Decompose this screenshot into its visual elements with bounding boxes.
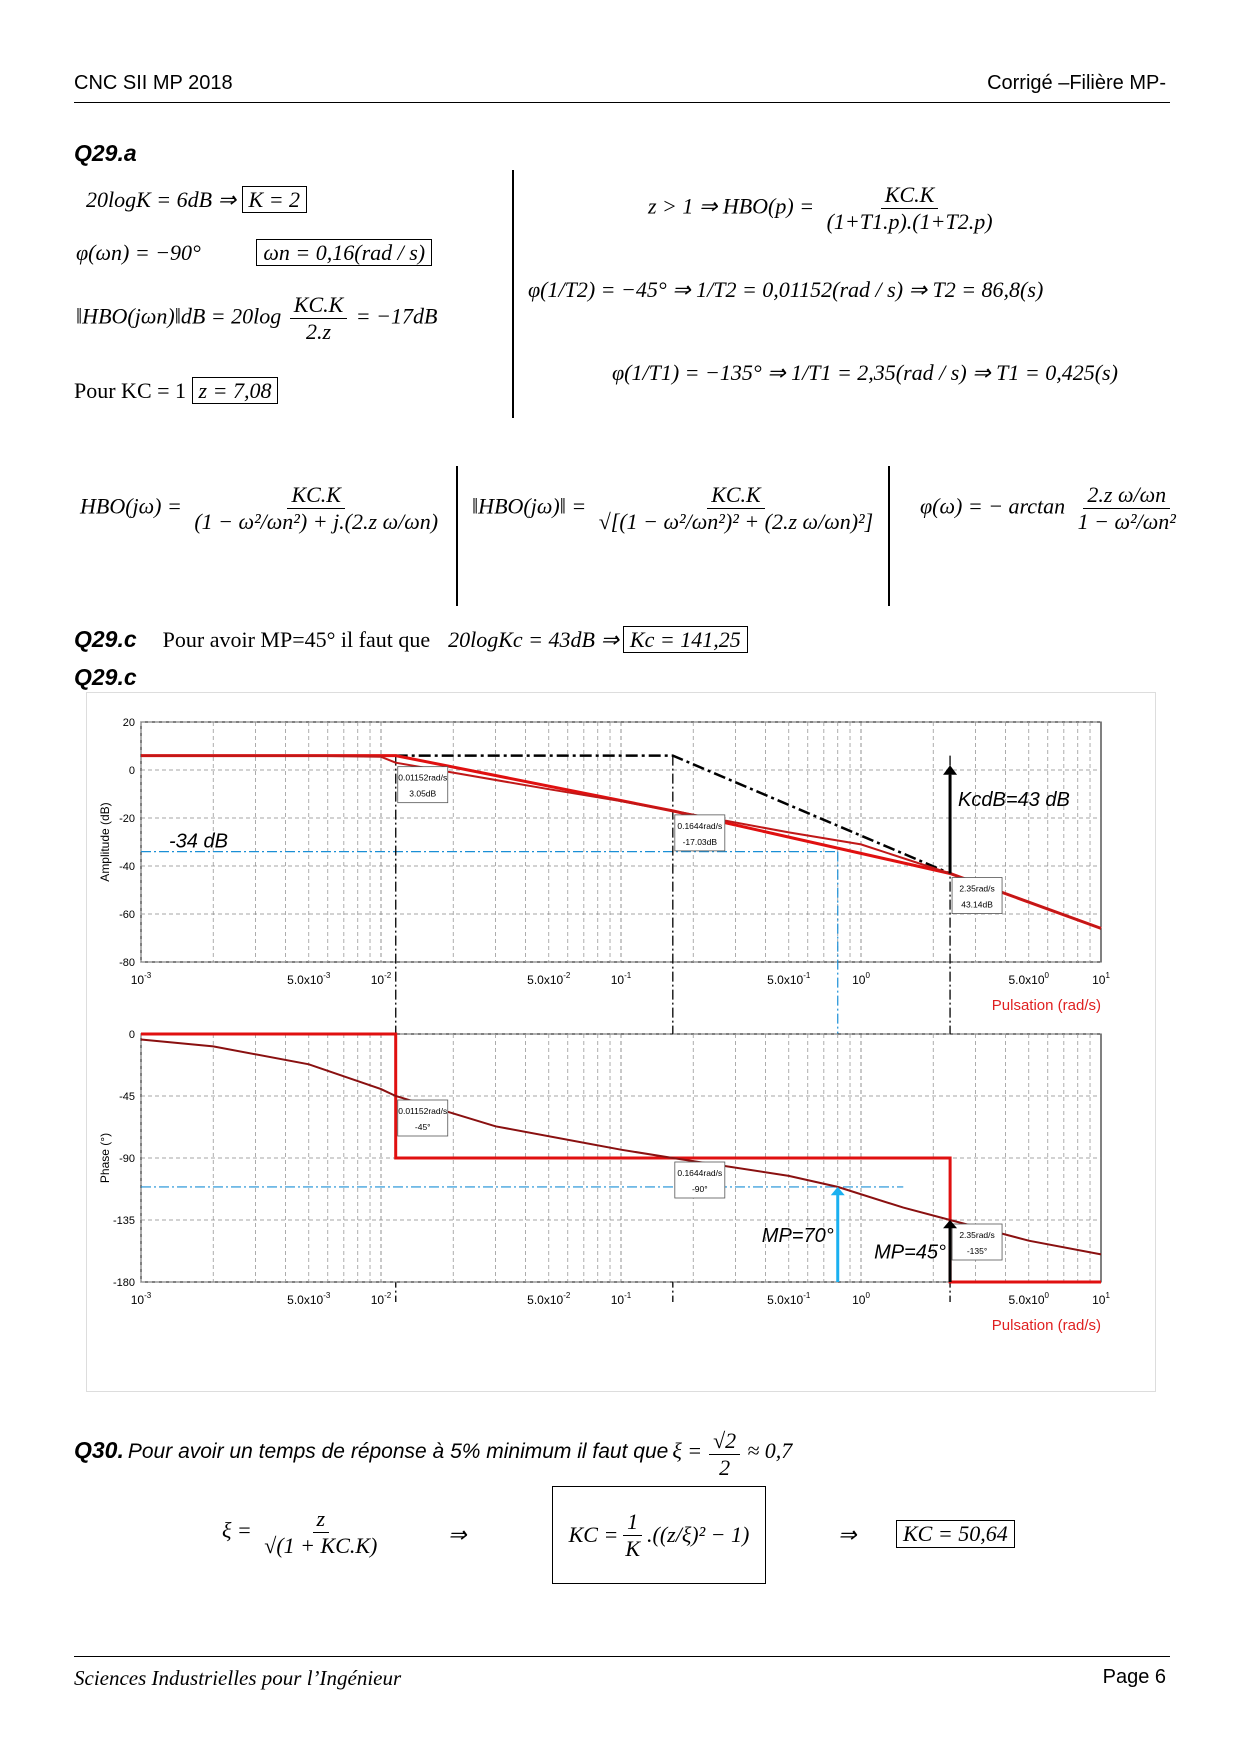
annotation-text: 0.1644rad/s (677, 1168, 723, 1178)
q29a-eq1-text: 20logK = 6dB ⇒ (86, 187, 237, 212)
q29a-eq3 (76, 292, 437, 345)
q29c-line (74, 626, 748, 653)
q29b-f1 (80, 482, 445, 535)
q29a-eq4 (74, 378, 278, 404)
q29b-f3 (920, 482, 1183, 535)
q29a-eq7: φ(1/T1) = −135° ⇒ 1/T1 = 2,35(rad / s) ⇒ T1 = 0,425(s) (612, 360, 1118, 385)
q29b-separator-1 (456, 466, 458, 606)
q30-text: Pour avoir un temps de réponse à 5% minimum il faut que (127, 1440, 669, 1464)
q29c-label: Q29.c (74, 626, 137, 652)
annotation-text: 0.01152rad/s (398, 772, 448, 783)
x-tick-label: $5.0x10^{-1}$ (767, 1291, 811, 1307)
q29a-eq4-result: z = 7,08 (192, 377, 279, 404)
q30-kc-box (552, 1486, 766, 1584)
x-tick-label: $5.0x10^{-2}$ (527, 1291, 571, 1307)
q29b-f2-den: √[(1 − ω²/ωn²)² + (2.z ω/ωn)²] (598, 509, 874, 534)
q30-xi-num: √2 (709, 1428, 740, 1455)
q29b-f3-den: 1 − ω²/ωn² (1077, 509, 1176, 534)
kcdb-label: KcdB=43 dB (958, 789, 1070, 811)
q29a-eq3-rhs: = −17dB (355, 303, 438, 329)
y-tick-label: -20 (119, 813, 135, 825)
q29a-eq3-den: 2.z (306, 319, 332, 344)
mp70-label: MP=70° (761, 1225, 834, 1248)
x-tick-label: $10^{-2}$ (370, 971, 392, 987)
x-tick-label: $5.0x10^{-2}$ (527, 971, 571, 987)
x-tick-label: $10^{-1}$ (610, 971, 632, 987)
q30-result: KC = 50,64 (896, 1520, 1015, 1548)
q29c-result: Kc = 141,25 (623, 626, 748, 653)
annotation-text: 43.14dB (961, 899, 993, 910)
mp45-label: MP=45° (874, 1241, 947, 1264)
q29a-eq5-den: (1+T1.p).(1+T2.p) (826, 209, 993, 234)
q29a-eq5-lhs: z > 1 ⇒ HBO(p) = (648, 193, 815, 219)
q29b-f3-num: 2.z ω/ωn (1083, 482, 1170, 509)
annotation-text: -17.03dB (682, 836, 718, 847)
bode-figure (86, 692, 1156, 1392)
annotation-text: 2.35rad/s (959, 883, 995, 894)
y-tick-label: 0 (128, 765, 135, 777)
q29a-eq1 (86, 187, 307, 213)
x-tick-label: $10^{-2}$ (370, 1291, 392, 1307)
annotation-text: -135° (966, 1246, 988, 1256)
q30-line (74, 1428, 792, 1481)
q29b-f1-den: (1 − ω²/ωn²) + j.(2.z ω/ωn) (194, 509, 439, 534)
q30-formula-num: z (313, 1506, 330, 1533)
footer-rule (74, 1656, 1170, 1657)
q30-xi: ξ = (672, 1438, 703, 1464)
q29a-label: Q29.a (74, 140, 137, 166)
q30-arrow-2: ⇒ (838, 1522, 857, 1547)
y-tick-label: -60 (119, 909, 135, 921)
annotation-text: 2.35rad/s (959, 1230, 995, 1240)
minus34-label: -34 dB (169, 830, 228, 853)
annotation-text: 0.01152rad/s (398, 1106, 448, 1116)
q29b-f3-lhs: φ(ω) = − arctan (920, 493, 1066, 519)
q29a-eq2-text: φ(ωn) = −90° (76, 240, 201, 265)
q29c2-label: Q29.c (74, 664, 137, 690)
q30-label: Q30. (74, 1437, 124, 1464)
x-tick-label: $10^{-3}$ (130, 1291, 152, 1307)
q29b-f2-lhs: ‖HBO(jω)‖ = (472, 493, 587, 519)
y-tick-label: -180 (112, 1277, 135, 1289)
q29b-f1-lhs: HBO(jω) = (80, 493, 182, 519)
x-tick-label: $10^1$ (1092, 1291, 1110, 1307)
y-tick-label: 0 (128, 1029, 135, 1041)
x-tick-label: $10^{-1}$ (610, 1291, 632, 1307)
x-tick-label: $5.0x10^{-3}$ (287, 971, 331, 987)
q29b-f1-num: KC.K (287, 482, 345, 509)
x-tick-label: $10^0$ (852, 971, 870, 987)
x-tick-label: $5.0x10^0$ (1008, 971, 1049, 987)
q30-xi-value: ≈ 0,7 (747, 1438, 793, 1464)
q29b-f2 (472, 482, 880, 535)
x-tick-label: $5.0x10^0$ (1008, 1291, 1049, 1307)
y-tick-label: -80 (119, 957, 135, 969)
q29a-eq1-result: K = 2 (242, 186, 308, 213)
footer-left: Sciences Industrielles pour l’Ingénieur (74, 1666, 402, 1690)
q30-kc-lhs: KC = (568, 1522, 619, 1547)
y-axis-label: Amplitude (dB) (98, 802, 112, 882)
page-number: Page 6 (1102, 1666, 1166, 1688)
q30-xi-den: 2 (719, 1455, 731, 1480)
q30-formula-den: √(1 + KC.K) (264, 1533, 378, 1558)
q29b-f2-num: KC.K (707, 482, 765, 509)
q29a-eq2-result: ωn = 0,16(rad / s) (256, 239, 432, 266)
q30-arrow-1: ⇒ (448, 1522, 467, 1547)
y-axis-label: Phase (°) (98, 1132, 112, 1184)
annotation-text: -90° (691, 1184, 708, 1194)
q30-formula-lhs: ξ = (222, 1517, 252, 1543)
annotation-text: -45° (414, 1122, 431, 1132)
x-tick-label: $10^1$ (1092, 971, 1110, 987)
q29b-separator-2 (888, 466, 890, 606)
y-tick-label: -135 (112, 1215, 135, 1227)
x-tick-label: $10^0$ (852, 1291, 870, 1307)
header-left: CNC SII MP 2018 (74, 72, 233, 94)
x-tick-label: $10^{-3}$ (130, 971, 152, 987)
q29a-separator (512, 170, 514, 418)
q30-kc-rest: .((z/ξ)² − 1) (647, 1522, 750, 1547)
q30-kc-num: 1 (623, 1509, 642, 1536)
header-rule (74, 102, 1170, 103)
header-right: Corrigé –Filière MP- (987, 72, 1166, 94)
x-axis-label: Pulsation (rad/s) (991, 1317, 1101, 1334)
q29a-eq5 (648, 182, 1000, 235)
q29c-text: Pour avoir MP=45° il faut que (162, 627, 431, 652)
q29a-eq6: φ(1/T2) = −45° ⇒ 1/T2 = 0,01152(rad / s) ⇒ T2 = 86,8(s) (528, 277, 1044, 302)
y-tick-label: -90 (119, 1153, 135, 1165)
q29a-eq2 (76, 240, 432, 266)
x-axis-label: Pulsation (rad/s) (991, 997, 1101, 1014)
q29a-eq3-lhs: ‖HBO(jωn)‖dB = 20log (76, 303, 282, 329)
q30-formula (222, 1506, 384, 1559)
y-tick-label: 20 (122, 717, 135, 729)
q29a-eq5-num: KC.K (881, 182, 939, 209)
y-tick-label: -40 (119, 861, 135, 873)
q29c-eq: 20logKc = 43dB ⇒ (448, 627, 619, 652)
annotation-text: 0.1644rad/s (677, 820, 723, 831)
q29a-eq3-num: KC.K (290, 292, 348, 319)
x-tick-label: $5.0x10^{-1}$ (767, 971, 811, 987)
y-tick-label: -45 (119, 1091, 135, 1103)
annotation-text: 3.05dB (409, 788, 437, 799)
x-tick-label: $5.0x10^{-3}$ (287, 1291, 331, 1307)
q30-kc-den: K (625, 1535, 641, 1561)
q29a-eq4-text: Pour KC = 1 (74, 378, 187, 403)
